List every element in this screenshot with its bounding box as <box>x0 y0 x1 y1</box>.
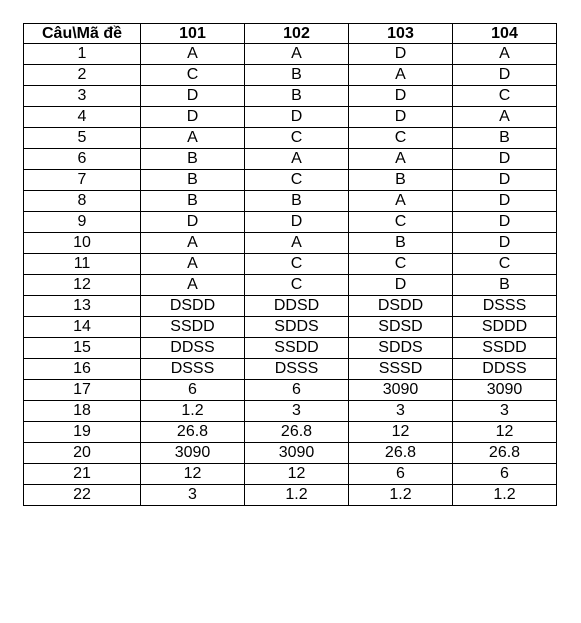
answer-cell: B <box>245 86 349 107</box>
answer-cell: B <box>453 128 557 149</box>
answer-cell: C <box>349 212 453 233</box>
question-number-cell: 20 <box>24 443 141 464</box>
answer-cell: B <box>349 170 453 191</box>
table-row <box>24 212 557 233</box>
answer-cell: D <box>453 170 557 191</box>
question-number-cell: 4 <box>24 107 141 128</box>
answer-cell: 6 <box>245 380 349 401</box>
answer-cell: A <box>453 44 557 65</box>
answer-cell: C <box>453 254 557 275</box>
table-row <box>24 275 557 296</box>
answer-cell: B <box>141 170 245 191</box>
answer-cell: 1.2 <box>141 401 245 422</box>
header-exam-code: 101 <box>141 24 245 44</box>
question-number-cell: 2 <box>24 65 141 86</box>
answer-cell: DDSS <box>141 338 245 359</box>
answer-cell: 3 <box>349 401 453 422</box>
header-row <box>24 24 557 44</box>
answer-cell: DSSS <box>453 296 557 317</box>
answer-cell: A <box>453 107 557 128</box>
table-row <box>24 422 557 443</box>
answer-cell: D <box>141 212 245 233</box>
answer-cell: D <box>453 149 557 170</box>
answer-cell: A <box>141 254 245 275</box>
answer-cell: C <box>453 86 557 107</box>
answer-cell: 6 <box>141 380 245 401</box>
question-number-cell: 11 <box>24 254 141 275</box>
question-number-cell: 14 <box>24 317 141 338</box>
header-question-exam-code: Câu\Mã đề <box>24 24 141 44</box>
answer-cell: D <box>349 44 453 65</box>
table-row <box>24 380 557 401</box>
question-number-cell: 10 <box>24 233 141 254</box>
table-row <box>24 107 557 128</box>
table-row <box>24 44 557 65</box>
answer-cell: SDDD <box>453 317 557 338</box>
question-number-cell: 6 <box>24 149 141 170</box>
question-number-cell: 12 <box>24 275 141 296</box>
answer-cell: D <box>349 275 453 296</box>
answer-cell: DSDD <box>141 296 245 317</box>
answer-cell: SSDD <box>453 338 557 359</box>
answer-cell: C <box>141 65 245 86</box>
table-row <box>24 401 557 422</box>
question-number-cell: 22 <box>24 485 141 506</box>
table-row <box>24 149 557 170</box>
answer-cell: SSDD <box>141 317 245 338</box>
question-number-cell: 19 <box>24 422 141 443</box>
answer-cell: B <box>349 233 453 254</box>
answer-cell: D <box>453 65 557 86</box>
answer-rows <box>24 44 557 506</box>
answer-cell: 12 <box>245 464 349 485</box>
answer-cell: SDDS <box>245 317 349 338</box>
answer-cell: B <box>453 275 557 296</box>
table-row <box>24 359 557 380</box>
answer-cell: SDSD <box>349 317 453 338</box>
answer-cell: A <box>349 149 453 170</box>
table-row <box>24 65 557 86</box>
answer-cell: A <box>141 44 245 65</box>
question-number-cell: 13 <box>24 296 141 317</box>
answer-cell: A <box>245 149 349 170</box>
answer-cell: C <box>245 254 349 275</box>
answer-cell: DSDD <box>349 296 453 317</box>
answer-cell: 1.2 <box>245 485 349 506</box>
answer-cell: A <box>141 233 245 254</box>
question-number-cell: 5 <box>24 128 141 149</box>
question-number-cell: 21 <box>24 464 141 485</box>
answer-cell: 12 <box>349 422 453 443</box>
table-row <box>24 338 557 359</box>
answer-cell: 1.2 <box>453 485 557 506</box>
answer-cell: 3090 <box>141 443 245 464</box>
answer-cell: D <box>141 107 245 128</box>
table-row <box>24 233 557 254</box>
answer-cell: A <box>349 65 453 86</box>
answer-cell: B <box>245 191 349 212</box>
question-number-cell: 17 <box>24 380 141 401</box>
answer-cell: 3 <box>453 401 557 422</box>
answer-cell: D <box>141 86 245 107</box>
answer-cell: 26.8 <box>141 422 245 443</box>
answer-cell: 12 <box>141 464 245 485</box>
answer-cell: D <box>453 191 557 212</box>
table-row <box>24 254 557 275</box>
table-row <box>24 485 557 506</box>
table-row <box>24 170 557 191</box>
question-number-cell: 1 <box>24 44 141 65</box>
answer-cell: 6 <box>349 464 453 485</box>
answer-cell: D <box>349 107 453 128</box>
answer-cell: D <box>245 107 349 128</box>
table-row <box>24 443 557 464</box>
answer-cell: C <box>245 275 349 296</box>
answer-cell: 6 <box>453 464 557 485</box>
answer-cell: A <box>349 191 453 212</box>
answer-cell: D <box>349 86 453 107</box>
answer-key-table <box>23 23 557 506</box>
answer-cell: 26.8 <box>349 443 453 464</box>
table-row <box>24 191 557 212</box>
answer-cell: 3 <box>245 401 349 422</box>
answer-cell: DDSD <box>245 296 349 317</box>
answer-cell: D <box>245 212 349 233</box>
answer-cell: D <box>453 233 557 254</box>
answer-cell: SDDS <box>349 338 453 359</box>
answer-cell: A <box>141 128 245 149</box>
question-number-cell: 16 <box>24 359 141 380</box>
answer-cell: 26.8 <box>245 422 349 443</box>
answer-cell: DDSS <box>453 359 557 380</box>
question-number-cell: 3 <box>24 86 141 107</box>
table-row <box>24 128 557 149</box>
table-row <box>24 86 557 107</box>
answer-cell: A <box>141 275 245 296</box>
answer-cell: A <box>245 44 349 65</box>
table-row <box>24 464 557 485</box>
answer-cell: 26.8 <box>453 443 557 464</box>
header-exam-code: 103 <box>349 24 453 44</box>
header-exam-code: 104 <box>453 24 557 44</box>
question-number-cell: 7 <box>24 170 141 191</box>
header-exam-code: 102 <box>245 24 349 44</box>
answer-cell: 1.2 <box>349 485 453 506</box>
answer-cell: SSDD <box>245 338 349 359</box>
answer-cell: 3090 <box>453 380 557 401</box>
answer-cell: SSSD <box>349 359 453 380</box>
question-number-cell: 8 <box>24 191 141 212</box>
answer-cell: 3090 <box>349 380 453 401</box>
answer-cell: C <box>245 170 349 191</box>
answer-cell: DSSS <box>141 359 245 380</box>
answer-cell: C <box>349 128 453 149</box>
table-row <box>24 317 557 338</box>
answer-cell: A <box>245 233 349 254</box>
answer-cell: 12 <box>453 422 557 443</box>
answer-cell: 3 <box>141 485 245 506</box>
answer-cell: B <box>141 149 245 170</box>
answer-cell: C <box>349 254 453 275</box>
answer-cell: B <box>245 65 349 86</box>
question-number-cell: 15 <box>24 338 141 359</box>
answer-cell: B <box>141 191 245 212</box>
question-number-cell: 18 <box>24 401 141 422</box>
answer-cell: 3090 <box>245 443 349 464</box>
answer-cell: DSSS <box>245 359 349 380</box>
table-row <box>24 296 557 317</box>
answer-cell: D <box>453 212 557 233</box>
answer-cell: C <box>245 128 349 149</box>
question-number-cell: 9 <box>24 212 141 233</box>
